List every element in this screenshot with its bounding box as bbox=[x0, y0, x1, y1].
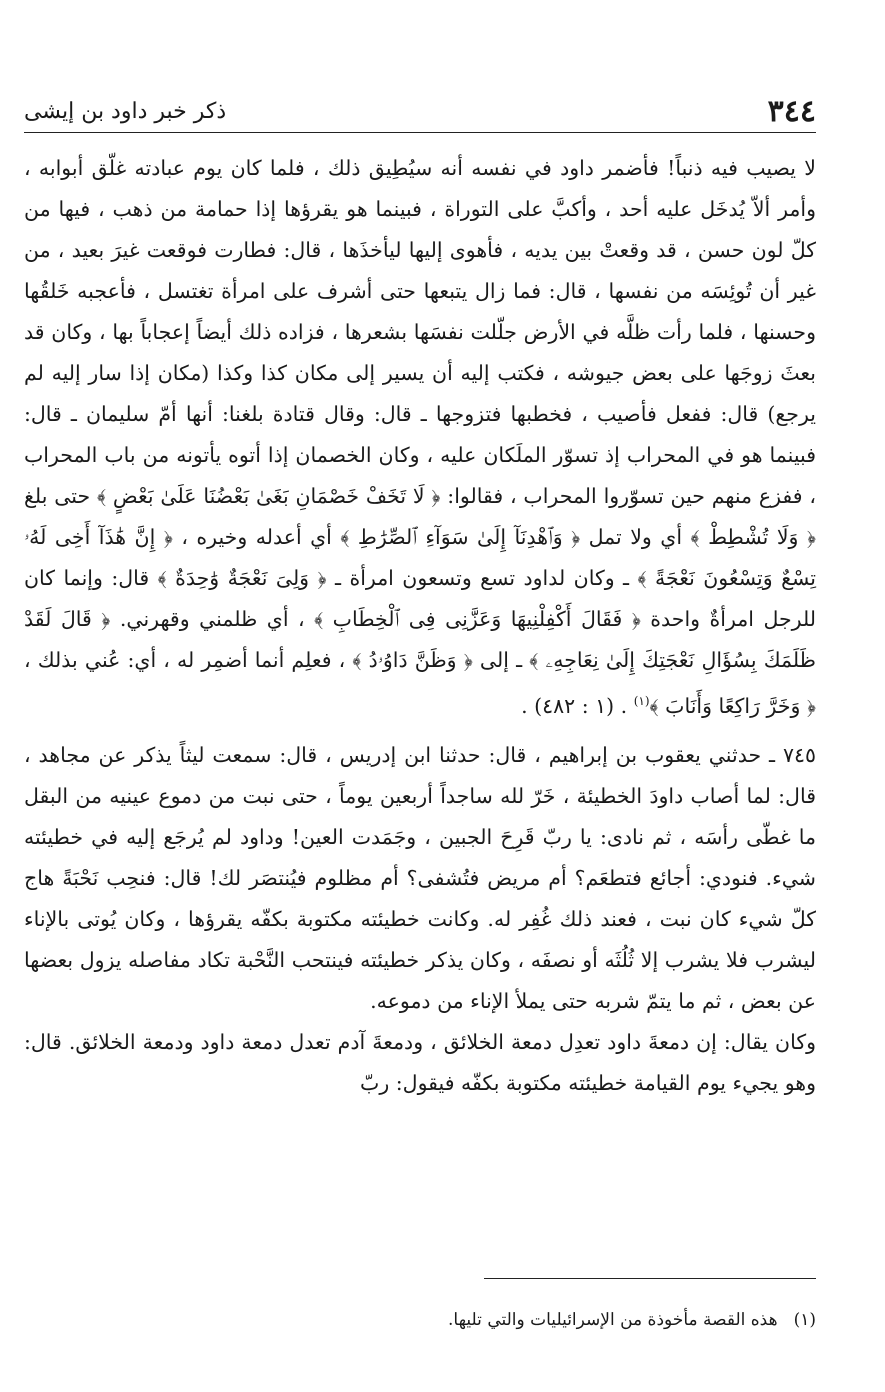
page-header bbox=[24, 92, 816, 132]
footnote-text: هذه القصة مأخوذة من الإسرائيليات والتي تليها. bbox=[448, 1310, 778, 1330]
paragraph-2: ٧٤٥ ـ حدثني يعقوب بن إبراهيم ، قال: حدثنا ابن إدريس ، قال: سمعت ليثاً يذكر عن مجاهد ، قال: لما أصاب داودَ الخطيئة ، خَرّ لله ساجداً أربعين يوماً ، حتى نبت من دموع عينيه من البقل ما غطّى رأسَه ، ثم نادى: يا ربّ قَرِحَ الجبين ، وجَمَدت العين! وداود لم يُرجَع إليه في خطيئته شيء. فنودي: أجائع فتطعَم؟ أم مريض فتُشفى؟ أم مظلوم فيُنتصَر لك! قال: فنحِب نَحْبَةً هاج كلّ شيء كان نبت ، فعند ذلك غُفِر له. وكانت خطيئته مكتوبة بكفّه يقرؤها ، وكان يُوتى بالإناء ليشرب فلا يشرب إلا ثُلُثَه أو نصفَه ، وكان يذكر خطيئته فينتحب النَّحْبة تكاد مفاصله يزول بعضها عن بعض ، ثم ما يتمّ شربه حتى يملأ الإناء من دموعه. bbox=[24, 742, 816, 1013]
citation: . (١ : ٤٨٢) . bbox=[521, 693, 628, 718]
footnote-rule bbox=[484, 1278, 816, 1279]
paragraph-1-text: لا يصيب فيه ذنباً! فأضمر داود في نفسه أنه سيُطِيق ذلك ، فلما كان يوم عبادته غلّق أبوابه ، وأمر ألاّ يُدخَل عليه أحد ، وأكبَّ على التوراة ، فبينما هو يقرؤها إذا حمامة من ذهب ، فيها من كلّ لون حسن ، قد وقعتْ بين يديه ، فأهوى إليها ليأخذَها ، قال: فطارت فوقعت غيرَ بعيد ، من غير أن تُوئِسَه من نفسها ، قال: فما زال يتبعها حتى أشرف على امرأة تغتسل ، فأعجبه خَلقُها وحسنها ، فلما رأت ظلَّه في الأرض جلّلت نفسَها بشعرها ، فزاده ذلك أيضاً إعجاباً بها ، وكان قد بعثَ زوجَها على بعض جيوشه ، فكتب إليه أن يسير إلى مكان كذا وكذا (مكان إذا سار إليه لم يرجع) قال: ففعل فأصيب ، فخطبها فتزوجها ـ قال: وقال قتادة بلغنا: أنها أمّ سليمان ـ قال: فبينما هو في المحراب إذ تسوّر الملَكان عليه ، وكان الخصمان إذا أتوه يأتونه من باب المحراب ، ففزع منهم حين تسوّروا المحراب ، فقالوا: ﴿ لَا تَخَفْ خَصْمَانِ بَغَىٰ بَعْضُنَا عَلَىٰ بَعْضٍ ﴾ حتى بلغ ﴿ وَلَا تُشْطِطْ ﴾ أي ولا تمل ﴿ وَٱهْدِنَآ إِلَىٰ سَوَآءِ ٱلصِّرَٰطِ ﴾ أي أعدله وخيره ، ﴿ إِنَّ هَٰذَآ أَخِى لَهُۥ تِسْعٌ وَتِسْعُونَ نَعْجَةً ﴾ ـ وكان لداود تسع وتسعون امرأة ـ ﴿ وَلِىَ نَعْجَةٌ وَٰحِدَةٌ ﴾ قال: وإنما كان للرجل امرأةٌ واحدة ﴿ فَقَالَ أَكْفِلْنِيهَا وَعَزَّنِى فِى ٱلْخِطَابِ ﴾ ، أي ظلمني وقهرني. ﴿ قَالَ لَقَدْ ظَلَمَكَ بِسُؤَالِ نَعْجَتِكَ إِلَىٰ نِعَاجِهِۦ ﴾ ـ إلى ﴿ وَظَنَّ دَاوُۥدُ ﴾ ، فعلِم أنما أضمِر له ، أي: عُني بذلك ، ﴿ وَخَرَّ رَاكِعًا وَأَنَابَ ﴾ bbox=[24, 156, 816, 718]
paragraph-1 bbox=[24, 148, 816, 727]
header-rule bbox=[24, 132, 816, 133]
footnote-reference: (١) bbox=[633, 694, 650, 708]
running-title: ذكر خبر داود بن إيشى bbox=[24, 99, 227, 124]
page-number: ٣٤٤ bbox=[767, 94, 816, 129]
footnote bbox=[24, 1306, 816, 1334]
main-text bbox=[24, 148, 816, 1104]
book-page bbox=[24, 0, 816, 1392]
paragraph-3: وكان يقال: إن دمعةَ داود تعدِل دمعة الخلائق ، ودمعةَ آدم تعدل دمعة داود ودمعة الخلائق. قال: وهو يجيء يوم القيامة خطيئته مكتوبة بكفّه فيقول: ربّ bbox=[24, 1029, 816, 1095]
footnote-marker: (١) bbox=[793, 1310, 816, 1330]
